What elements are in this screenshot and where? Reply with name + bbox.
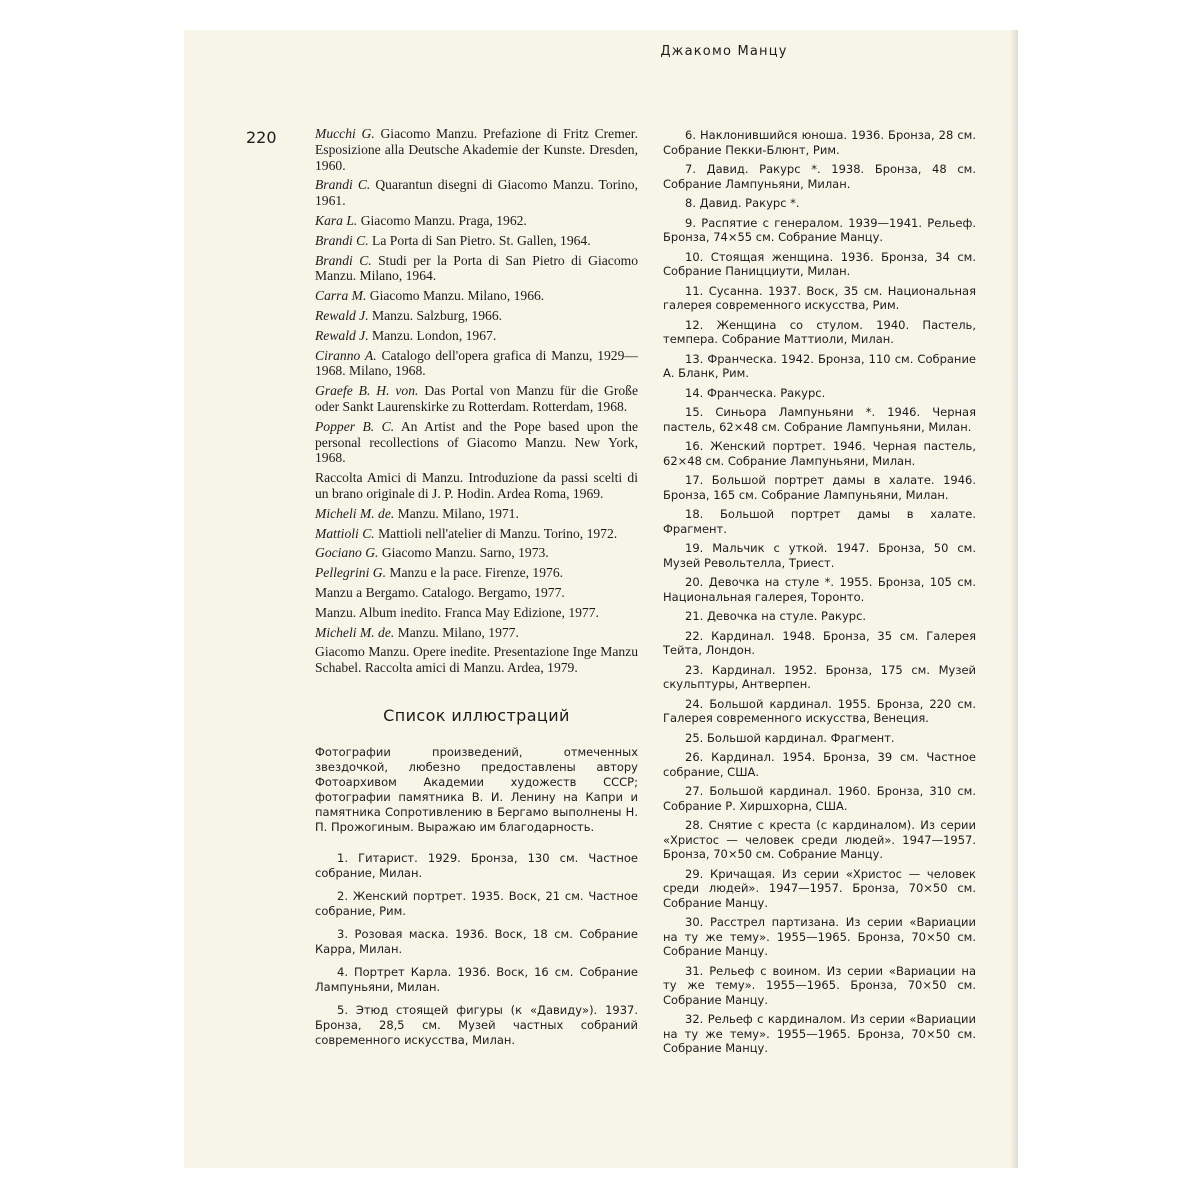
bibliography-entry xyxy=(315,288,638,304)
illustration-entry: 4. Портрет Карла. 1936. Воск, 16 см. Собрание Лампуньяни, Милан. xyxy=(315,964,638,994)
bibliography-author: Micheli M. de. xyxy=(315,505,395,521)
bibliography-entry xyxy=(315,308,638,324)
illustration-entry: 28. Снятие с креста (с кардиналом). Из серии «Христос — человек среди людей». 1947—1957. Бронза, 70×50 см. Собрание Манцу. xyxy=(663,818,976,861)
bibliography-entry xyxy=(315,506,638,522)
illustration-entry: 8. Давид. Ракурс *. xyxy=(685,196,800,210)
bibliography-text: Manzu. Milano, 1971. xyxy=(394,505,519,521)
bibliography-entry xyxy=(315,177,638,209)
illustration-entry: 18. Большой портрет дамы в халате. Фрагмент. xyxy=(663,507,976,536)
bibliography-entry xyxy=(315,419,638,466)
bibliography-author: Brandi C. xyxy=(315,177,371,193)
bibliography-author: Gociano G. xyxy=(315,545,379,561)
illustrations-list-right xyxy=(663,128,976,1056)
illustration-entry: 12. Женщина со стулом. 1940. Пастель, темпера. Собрание Маттиоли, Милан. xyxy=(663,317,976,346)
illustration-entry: 14. Франческа. Ракурс. xyxy=(685,385,826,400)
left-column xyxy=(315,126,638,1056)
bibliography-text: Manzu. Milano, 1977. xyxy=(394,624,519,640)
illustration-entry: 19. Мальчик с уткой. 1947. Бронза, 50 см. Музей Револьтелла, Триест. xyxy=(663,541,976,570)
illustration-entry: 32. Рельеф с кардиналом. Из серии «Вариации на ту же тему». 1955—1965. Бронза, 70×50 см. Собрание Манцу. xyxy=(663,1012,976,1055)
illustration-entry: 10. Стоящая женщина. 1936. Бронза, 34 см. Собрание Паницциути, Милан. xyxy=(663,249,976,278)
illustration-entry: 9. Распятие с генералом. 1939—1941. Рельеф. Бронза, 74×55 см. Собрание Манцу. xyxy=(663,215,976,244)
illustrations-intro: Фотографии произведений, отмеченных звездочкой, любезно предоставлены автору Фотоархивом Академии художеств СССР; фотографии памятника В. И. Ленину на Капри и памятника Сопротивлению в Бергамо выполнены Н. П. Прожогиным. Выражаю им благодарность. xyxy=(315,744,638,834)
bibliography-text: Giacomo Manzu. Opere inedite. Presentazione Inge Manzu Schabel. Raccolta amici di Manzu. Ardea, 1979. xyxy=(315,644,638,676)
bibliography-author: Pellegrini G. xyxy=(315,565,386,581)
book-page xyxy=(184,30,1018,1168)
bibliography-author: Micheli M. de. xyxy=(315,624,395,640)
illustration-entry: 22. Кардинал. 1948. Бронза, 35 см. Галерея Тейта, Лондон. xyxy=(663,628,976,657)
bibliography-author: Ciranno A. xyxy=(315,347,377,363)
bibliography-text: Giacomo Manzu. Sarno, 1973. xyxy=(378,545,549,561)
bibliography-entry xyxy=(315,605,638,621)
bibliography-entry xyxy=(315,348,638,380)
illustration-entry: 31. Рельеф с воином. Из серии «Вариации на ту же тему». 1955—1965. Бронза, 70×50 см. Собрание Манцу. xyxy=(663,963,976,1007)
bibliography-author: Brandi C. xyxy=(315,232,369,248)
illustration-entry: 6. Наклонившийся юноша. 1936. Бронза, 28 см. Собрание Пекки-Блюнт, Рим. xyxy=(663,128,976,157)
bibliography-list xyxy=(315,126,638,676)
bibliography-author: Brandi C. xyxy=(315,252,372,268)
illustration-entry: 15. Синьора Лампуньяни *. 1946. Черная пастель, 62×48 см. Собрание Лампуньяни, Милан. xyxy=(663,405,976,434)
bibliography-entry xyxy=(315,585,638,601)
bibliography-entry xyxy=(315,526,638,542)
bibliography-entry xyxy=(315,644,638,676)
bibliography-author: Rewald J. xyxy=(315,327,369,343)
bibliography-text: Manzu a Bergamo. Catalogo. Bergamo, 1977. xyxy=(315,584,565,600)
bibliography-text: Manzu. London, 1967. xyxy=(368,327,497,343)
illustration-entry: 20. Девочка на стуле *. 1955. Бронза, 105 см. Национальная галерея, Торонто. xyxy=(663,575,976,604)
section-title: Список иллюстраций xyxy=(383,705,570,725)
illustration-entry: 30. Расстрел партизана. Из серии «Вариации на ту же тему». 1955—1965. Бронза, 70×50 см. Собрание Манцу. xyxy=(663,915,976,958)
bibliography-text: Mattioli nell'atelier di Manzu. Torino, 1972. xyxy=(374,525,618,541)
bibliography-entry xyxy=(315,470,638,502)
bibliography-text: Giacomo Manzu. Milano, 1966. xyxy=(366,288,545,304)
bibliography-entry xyxy=(315,253,638,285)
illustration-entry: 29. Кричащая. Из серии «Христос — человек среди людей». 1947—1957. Бронза, 70×50 см. Собрание Манцу. xyxy=(663,866,976,910)
bibliography-author: Graefe B. H. von. xyxy=(315,383,419,399)
illustration-entry: 1. Гитарист. 1929. Бронза, 130 см. Частное собрание, Милан. xyxy=(315,850,638,880)
bibliography-text: La Porta di San Pietro. St. Gallen, 1964. xyxy=(368,232,591,248)
bibliography-entry xyxy=(315,233,638,249)
bibliography-entry xyxy=(315,565,638,581)
illustration-entry: 24. Большой кардинал. 1955. Бронза, 220 см. Галерея современного искусства, Венеция. xyxy=(663,696,976,725)
bibliography-text: Das Portal von Manzu für die Große oder Sankt Laurenskirke zu Rotterdam. Rotterdam, 1968. xyxy=(315,383,639,414)
bibliography-text: Raccolta Amici di Manzu. Introduzione da passi scelti di un brano originale di J. P. Hodin. Ardea Roma, 1969. xyxy=(315,470,638,501)
right-column xyxy=(663,128,976,1061)
illustration-entry: 13. Франческа. 1942. Бронза, 110 см. Собрание А. Бланк, Рим. xyxy=(663,351,976,380)
bibliography-text: An Artist and the Pope based upon the personal recollections of Giacomo Manzu. New York, 1968. xyxy=(315,418,639,466)
bibliography-entry xyxy=(315,545,638,561)
bibliography-text: Catalogo dell'opera grafica di Manzu, 1929—1968. Milano, 1968. xyxy=(315,347,638,379)
illustration-entry: 7. Давид. Ракурс *. 1938. Бронза, 48 см. Собрание Лампуньяни, Милан. xyxy=(663,162,976,191)
bibliography-text: Giacomo Manzu. Praga, 1962. xyxy=(357,212,527,228)
bibliography-entry xyxy=(315,213,638,229)
bibliography-entry xyxy=(315,383,638,415)
illustration-entry: 5. Этюд стоящей фигуры (к «Давиду»). 1937. Бронза, 28,5 см. Музей частных собраний современного искусства, Милан. xyxy=(315,1002,638,1047)
illustration-entry: 23. Кардинал. 1952. Бронза, 175 см. Музей скульптуры, Антверпен. xyxy=(663,662,976,691)
bibliography-text: Giacomo Manzu. Prefazione di Fritz Cremer. Esposizione alla Deutsche Akademie der Kunste. Dresden, 1960. xyxy=(315,126,638,173)
bibliography-entry xyxy=(315,328,638,344)
bibliography-text: Studi per la Porta di San Pietro di Giacomo Manzu. Milano, 1964. xyxy=(315,252,639,284)
illustration-entry: 27. Большой кардинал. 1960. Бронза, 310 см. Собрание Р. Хиршхорна, США. xyxy=(663,784,976,813)
bibliography-author: Mattioli C. xyxy=(315,525,375,541)
illustration-entry: 16. Женский портрет. 1946. Черная пастель, 62×48 см. Собрание Лампуньяни, Милан. xyxy=(663,439,976,468)
bibliography-entry xyxy=(315,625,638,641)
bibliography-text: Quarantun disegni di Giacomo Manzu. Torino, 1961. xyxy=(315,177,638,209)
illustration-entry: 25. Большой кардинал. Фрагмент. xyxy=(685,730,895,745)
illustration-entry: 2. Женский портрет. 1935. Воск, 21 см. Частное собрание, Рим. xyxy=(315,888,638,918)
illustration-entry: 26. Кардинал. 1954. Бронза, 39 см. Частное собрание, США. xyxy=(663,750,976,779)
bibliography-text: Manzu. Album inedito. Franca May Edizione, 1977. xyxy=(315,604,599,620)
bibliography-text: Manzu. Salzburg, 1966. xyxy=(368,307,503,323)
bibliography-author: Kara L. xyxy=(315,212,358,228)
bibliography-author: Mucchi G. xyxy=(315,126,375,141)
bibliography-text: Manzu e la pace. Firenze, 1976. xyxy=(385,565,564,581)
bibliography-entry xyxy=(315,126,638,173)
running-head: Джакомо Манцу xyxy=(660,44,788,59)
bibliography-author: Rewald J. xyxy=(315,307,369,323)
illustration-entry: 17. Большой портрет дамы в халате. 1946. Бронза, 165 см. Собрание Лампуньяни, Милан. xyxy=(663,473,976,502)
illustration-entry: 3. Розовая маска. 1936. Воск, 18 см. Собрание Карра, Милан. xyxy=(315,926,638,956)
illustrations-list-left xyxy=(315,851,638,1048)
page-number: 220 xyxy=(246,128,277,147)
illustration-entry: 11. Сусанна. 1937. Воск, 35 см. Национальная галерея современного искусства, Рим. xyxy=(663,283,976,312)
bibliography-author: Carra M. xyxy=(315,288,367,304)
gutter-shadow xyxy=(1010,30,1018,1168)
illustration-entry: 21. Девочка на стуле. Ракурс. xyxy=(685,609,867,623)
bibliography-author: Popper B. C. xyxy=(315,418,395,434)
